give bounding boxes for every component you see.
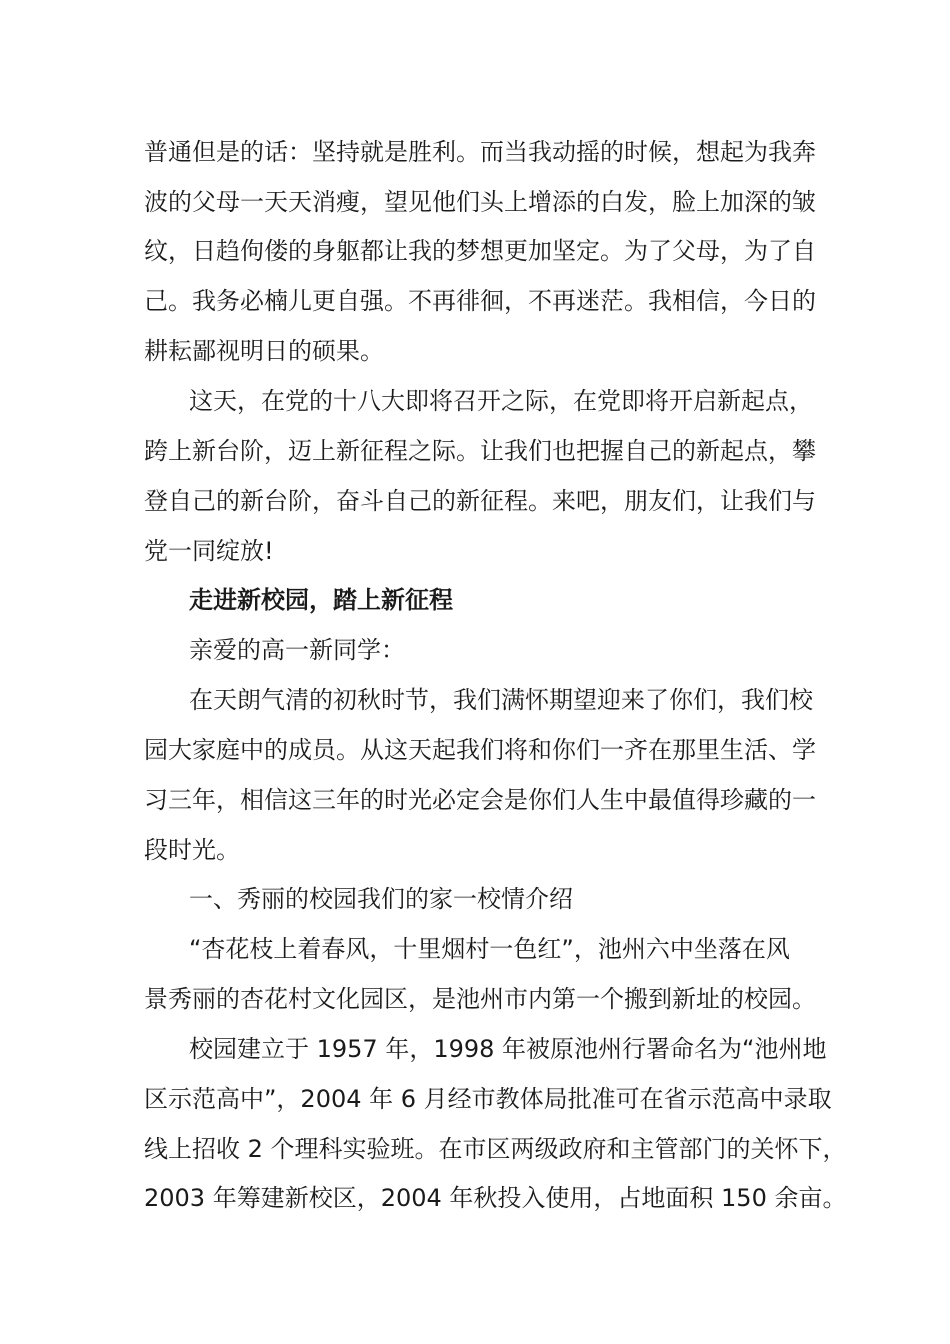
- paragraph-line: 这天，在党的十八大即将召开之际，在党即将开启新起点，: [189, 387, 813, 415]
- paragraph-line: 线上招收 2 个理科实验班。在市区两级政府和主管部门的关怀下，: [144, 1135, 847, 1163]
- paragraph-line: 校园建立于 1957 年，1998 年被原池州行署命名为“池州地: [189, 1035, 827, 1063]
- paragraph-line: 普通但是的话：坚持就是胜利。而当我动摇的时候，想起为我奔: [144, 138, 816, 166]
- paragraph-line: 2003 年筹建新校区，2004 年秋投入使用，占地面积 150 余亩。: [144, 1184, 847, 1212]
- subsection-heading: 一、秀丽的校园我们的家一校情介绍: [189, 885, 573, 913]
- paragraph-line: 纹，日趋佝偻的身躯都让我的梦想更加坚定。为了父母，为了自: [144, 237, 816, 265]
- paragraph-line: 己。我务必楠儿更自强。不再徘徊，不再迷茫。我相信，今日的: [144, 287, 816, 315]
- paragraph-line: 波的父母一天天消瘦，望见他们头上增添的白发，脸上加深的皱: [144, 188, 816, 216]
- section-heading: 走进新校园，踏上新征程: [189, 586, 453, 614]
- paragraph-line: “杏花枝上着春风，十里烟村一色红”，池州六中坐落在风: [189, 935, 790, 963]
- paragraph-line: 段时光。: [144, 836, 240, 864]
- paragraph-line: 跨上新台阶，迈上新征程之际。让我们也把握自己的新起点，攀: [144, 437, 816, 465]
- paragraph-line: 党一同绽放!: [144, 537, 274, 565]
- paragraph-line: 园大家庭中的成员。从这天起我们将和你们一齐在那里生活、学: [144, 736, 816, 764]
- paragraph-line: 区示范高中”，2004 年 6 月经市教体局批准可在省示范高中录取: [144, 1085, 832, 1113]
- paragraph-line: 景秀丽的杏花村文化园区，是池州市内第一个搬到新址的校园。: [144, 985, 816, 1013]
- paragraph-line: 在天朗气清的初秋时节，我们满怀期望迎来了你们，我们校: [189, 686, 813, 714]
- paragraph-line: 登自己的新台阶，奋斗自己的新征程。来吧，朋友们，让我们与: [144, 487, 816, 515]
- paragraph-line: 习三年，相信这三年的时光必定会是你们人生中最值得珍藏的一: [144, 786, 816, 814]
- paragraph-line: 耕耘鄙视明日的硕果。: [144, 337, 384, 365]
- salutation: 亲爱的高一新同学：: [189, 636, 405, 664]
